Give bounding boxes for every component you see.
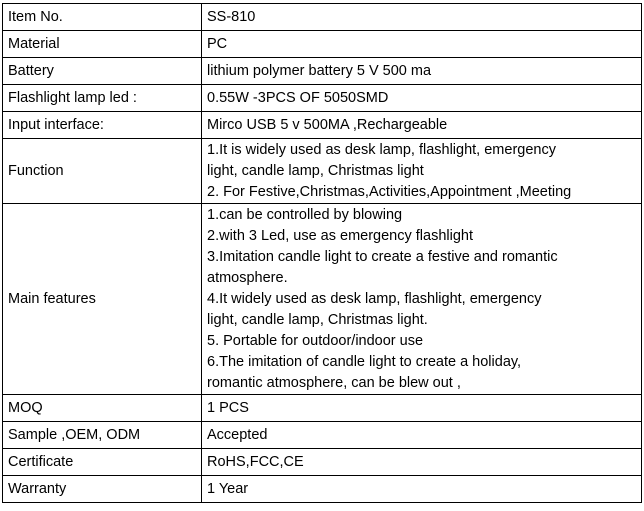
row-sample-oem-odm [3,422,642,449]
battery-label: Battery [3,58,202,85]
sample-oem-odm-label: Sample ,OEM, ODM [3,422,202,449]
material-value: PC [202,31,642,58]
certificate-value: RoHS,FCC,CE [202,449,642,476]
row-material [3,31,642,58]
input-interface-label: Input interface: [3,112,202,139]
row-function [3,139,642,204]
main-features-label: Main features [3,204,202,395]
row-input-interface [3,112,642,139]
material-label: Material [3,31,202,58]
flashlight-led-value: 0.55W -3PCS OF 5050SMD [202,85,642,112]
sample-oem-odm-value: Accepted [202,422,642,449]
item-no-label: Item No. [3,4,202,31]
warranty-value: 1 Year [202,476,642,503]
function-label: Function [3,139,202,204]
flashlight-led-label: Flashlight lamp led : [3,85,202,112]
row-item-no [3,4,642,31]
input-interface-value: Mirco USB 5 v 500MA ,Rechargeable [202,112,642,139]
certificate-label: Certificate [3,449,202,476]
function-value: 1.It is widely used as desk lamp, flashlight, emergency light, candle lamp, Christmas light 2. For Festive,Christmas,Activities,Appointment ,Meeting [202,139,642,204]
main-features-value: 1.can be controlled by blowing 2.with 3 Led, use as emergency flashlight 3.Imitation candle light to create a festive and romantic atmosphere. 4.It widely used as desk lamp, flashlight, emergency light, candle lamp, Christmas light. 5. Portable for outdoor/indoor use 6.The imitation of candle light to create a holiday, romantic atmosphere, can be blew out , [202,204,642,395]
product-spec-table [2,3,642,503]
row-certificate [3,449,642,476]
moq-label: MOQ [3,395,202,422]
battery-value: lithium polymer battery 5 V 500 ma [202,58,642,85]
row-moq [3,395,642,422]
warranty-label: Warranty [3,476,202,503]
item-no-value: SS-810 [202,4,642,31]
moq-value: 1 PCS [202,395,642,422]
row-battery [3,58,642,85]
row-warranty [3,476,642,503]
row-main-features [3,204,642,395]
row-flashlight-led [3,85,642,112]
